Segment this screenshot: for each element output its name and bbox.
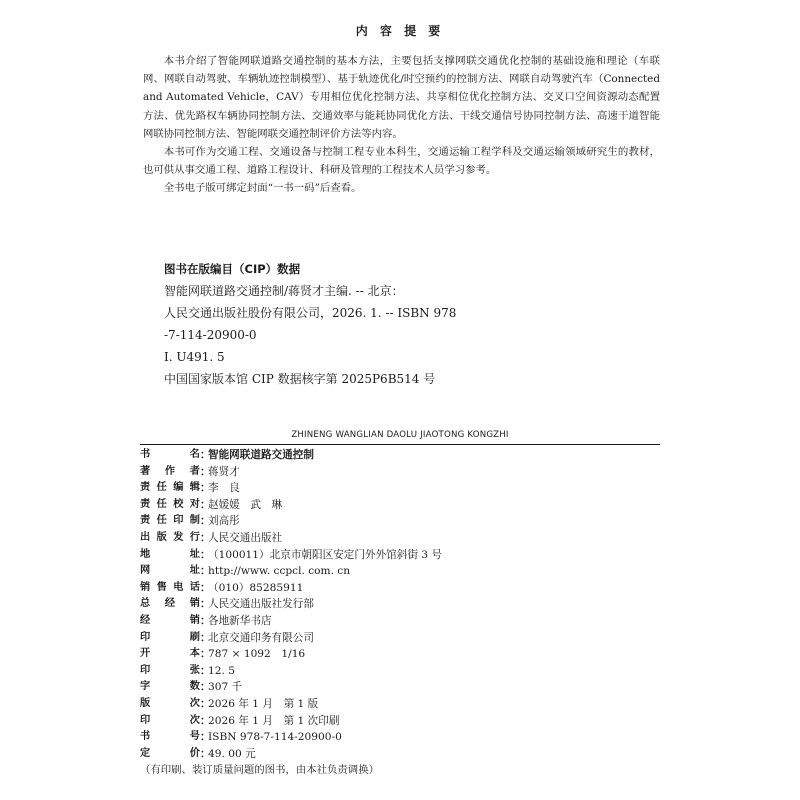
copyright-row-label: 印 张 xyxy=(140,664,200,676)
copyright-row-label: 定 价 xyxy=(140,747,200,759)
copyright-row xyxy=(140,447,660,464)
copyright-row-value: 刘高彤 xyxy=(208,515,240,528)
copyright-row xyxy=(140,580,660,597)
copyright-row-label: 地 址 xyxy=(140,548,200,560)
copyright-row-label: 网 址 xyxy=(140,565,200,577)
copyright-row-label: 经 销 xyxy=(140,614,200,626)
colon: ： xyxy=(200,614,211,627)
page-title: 内 容 提 要 xyxy=(355,24,445,38)
colon: ： xyxy=(200,515,211,528)
abstract-paragraph: 本书介绍了智能网联道路交通控制的基本方法，主要包括支撑网联交通优化控制的基础设施和理论（车联网、网联自动驾驶、车辆轨迹控制模型）、基于轨迹优化/时空预约的控制方法、网联自动驾驶汽车（Connected and Automated Vehicle，CAV）专用相位优化控制方法、共享相位优化控制方法、交叉口空间资源动态配置方法、优先路权车辆协同控制方法、交通效率与能耗协同优化方法、干线交通信号协同控制方法、高速干道智能网联协同控制方法、智能网联交通控制评价方法等内容。 xyxy=(143,55,660,140)
copyright-rows xyxy=(140,447,660,762)
copyright-row xyxy=(140,464,660,481)
copyright-row xyxy=(140,646,660,663)
copyright-row-value: 人民交通出版社 xyxy=(208,531,283,544)
copyright-row-value: 49. 00 元 xyxy=(208,747,256,760)
copyright-row-value: 赵媛媛 武 琳 xyxy=(208,498,283,511)
colon: ： xyxy=(200,681,211,694)
copyright-row-label: 书 号 xyxy=(140,731,200,743)
copyright-row-label: 印 次 xyxy=(140,714,200,726)
copyright-row xyxy=(140,713,660,730)
copyright-row xyxy=(140,563,660,580)
colon: ： xyxy=(200,648,211,661)
copyright-row xyxy=(140,729,660,746)
colon: ： xyxy=(200,598,211,611)
copyright-row xyxy=(140,547,660,564)
copyright-row xyxy=(140,596,660,613)
copyright-row-value: ISBN 978-7-114-20900-0 xyxy=(208,731,342,744)
abstract-paragraph: 本书可作为交通工程、交通设备与控制工程专业本科生，交通运输工程学科及交通运输领域研究生的教材，也可供从事交通工程、道路工程设计、科研及管理的工程技术人员学习参考。 xyxy=(143,146,660,177)
colon: ： xyxy=(200,697,211,710)
copyright-row xyxy=(140,530,660,547)
copyright-row-value: 人民交通出版社发行部 xyxy=(208,598,314,611)
colon: ： xyxy=(200,465,211,478)
cip-data-block xyxy=(164,258,634,390)
copyright-row xyxy=(140,613,660,630)
colon: ： xyxy=(200,449,211,461)
copyright-row-label: 销售电话 xyxy=(140,581,200,593)
copyright-row-value: 12. 5 xyxy=(208,664,235,677)
copyright-row-value: 李 良 xyxy=(208,482,240,495)
copyright-row xyxy=(140,746,660,763)
copyright-row xyxy=(140,696,660,713)
cip-line: 人民交通出版社股份有限公司，2026. 1. -- ISBN 978 xyxy=(164,306,457,320)
copyright-row-value: 北京交通印务有限公司 xyxy=(208,631,314,644)
colon: ： xyxy=(200,631,211,644)
colon: ： xyxy=(200,482,211,495)
copyright-row-label: 印 刷 xyxy=(140,631,200,643)
copyright-row-value: 307 千 xyxy=(208,681,243,694)
cip-line: 智能网联道路交通控制/蒋贤才主编. -- 北京： xyxy=(164,284,404,298)
copyright-row xyxy=(140,497,660,514)
copyright-row xyxy=(140,679,660,696)
copyright-row-label: 总 经 销 xyxy=(140,598,200,610)
copyright-row-value: （010）85285911 xyxy=(208,581,304,594)
copyright-row-value: 2026 年 1 月 第 1 版 xyxy=(208,697,319,710)
copyright-row-value: 蒋贤才 xyxy=(208,465,240,478)
copyright-row-label: 出版发行 xyxy=(140,531,200,543)
colon: ： xyxy=(200,664,211,677)
copyright-row-value: （100011）北京市朝阳区安定门外外馆斜街 3 号 xyxy=(208,548,443,561)
colon: ： xyxy=(200,747,211,760)
copyright-row xyxy=(140,663,660,680)
copyright-row-value: 智能网联道路交通控制 xyxy=(208,449,314,461)
colon: ： xyxy=(200,498,211,511)
copyright-row xyxy=(140,630,660,647)
copyright-row-label: 书 名 xyxy=(140,449,200,460)
copyright-row-label: 著 作 者 xyxy=(140,465,200,477)
colon: ： xyxy=(200,565,211,578)
book-title-pinyin: ZHINENG WANGLIAN DAOLU JIAOTONG KONGZHI xyxy=(140,430,660,445)
cip-line: Ⅰ. U491. 5 xyxy=(164,350,225,364)
copyright-page-block xyxy=(140,430,660,779)
copyright-row-label: 开 本 xyxy=(140,648,200,660)
copyright-row-value: 787 × 1092 1/16 xyxy=(208,648,306,661)
colon: ： xyxy=(200,731,211,744)
copyright-row-label: 责任编辑 xyxy=(140,482,200,494)
copyright-row xyxy=(140,513,660,530)
copyright-row-label: 版 次 xyxy=(140,697,200,709)
cip-heading: 图书在版编目（CIP）数据 xyxy=(164,262,301,276)
colon: ： xyxy=(200,581,211,594)
copyright-row-value: http://www. ccpcl. com. cn xyxy=(208,565,351,578)
copyright-row xyxy=(140,480,660,497)
abstract-paragraph: 全书电子版可绑定封面“一书一码”后查看。 xyxy=(163,182,362,195)
copyright-row-value: 各地新华书店 xyxy=(208,614,272,627)
copyright-row-label: 字 数 xyxy=(140,681,200,693)
colon: ： xyxy=(200,714,211,727)
colon: ： xyxy=(200,531,211,544)
quality-note: （有印刷、装订质量问题的图书，由本社负责调换） xyxy=(140,764,379,777)
cip-line: -7-114-20900-0 xyxy=(164,328,257,342)
copyright-row-label: 责任校对 xyxy=(140,498,200,510)
abstract-section xyxy=(143,52,660,198)
colon: ： xyxy=(200,548,211,561)
cip-line: 中国国家版本馆 CIP 数据核字第 2025P6B514 号 xyxy=(164,372,436,386)
copyright-row-value: 2026 年 1 月 第 1 次印刷 xyxy=(208,714,340,727)
copyright-row-label: 责任印制 xyxy=(140,515,200,527)
